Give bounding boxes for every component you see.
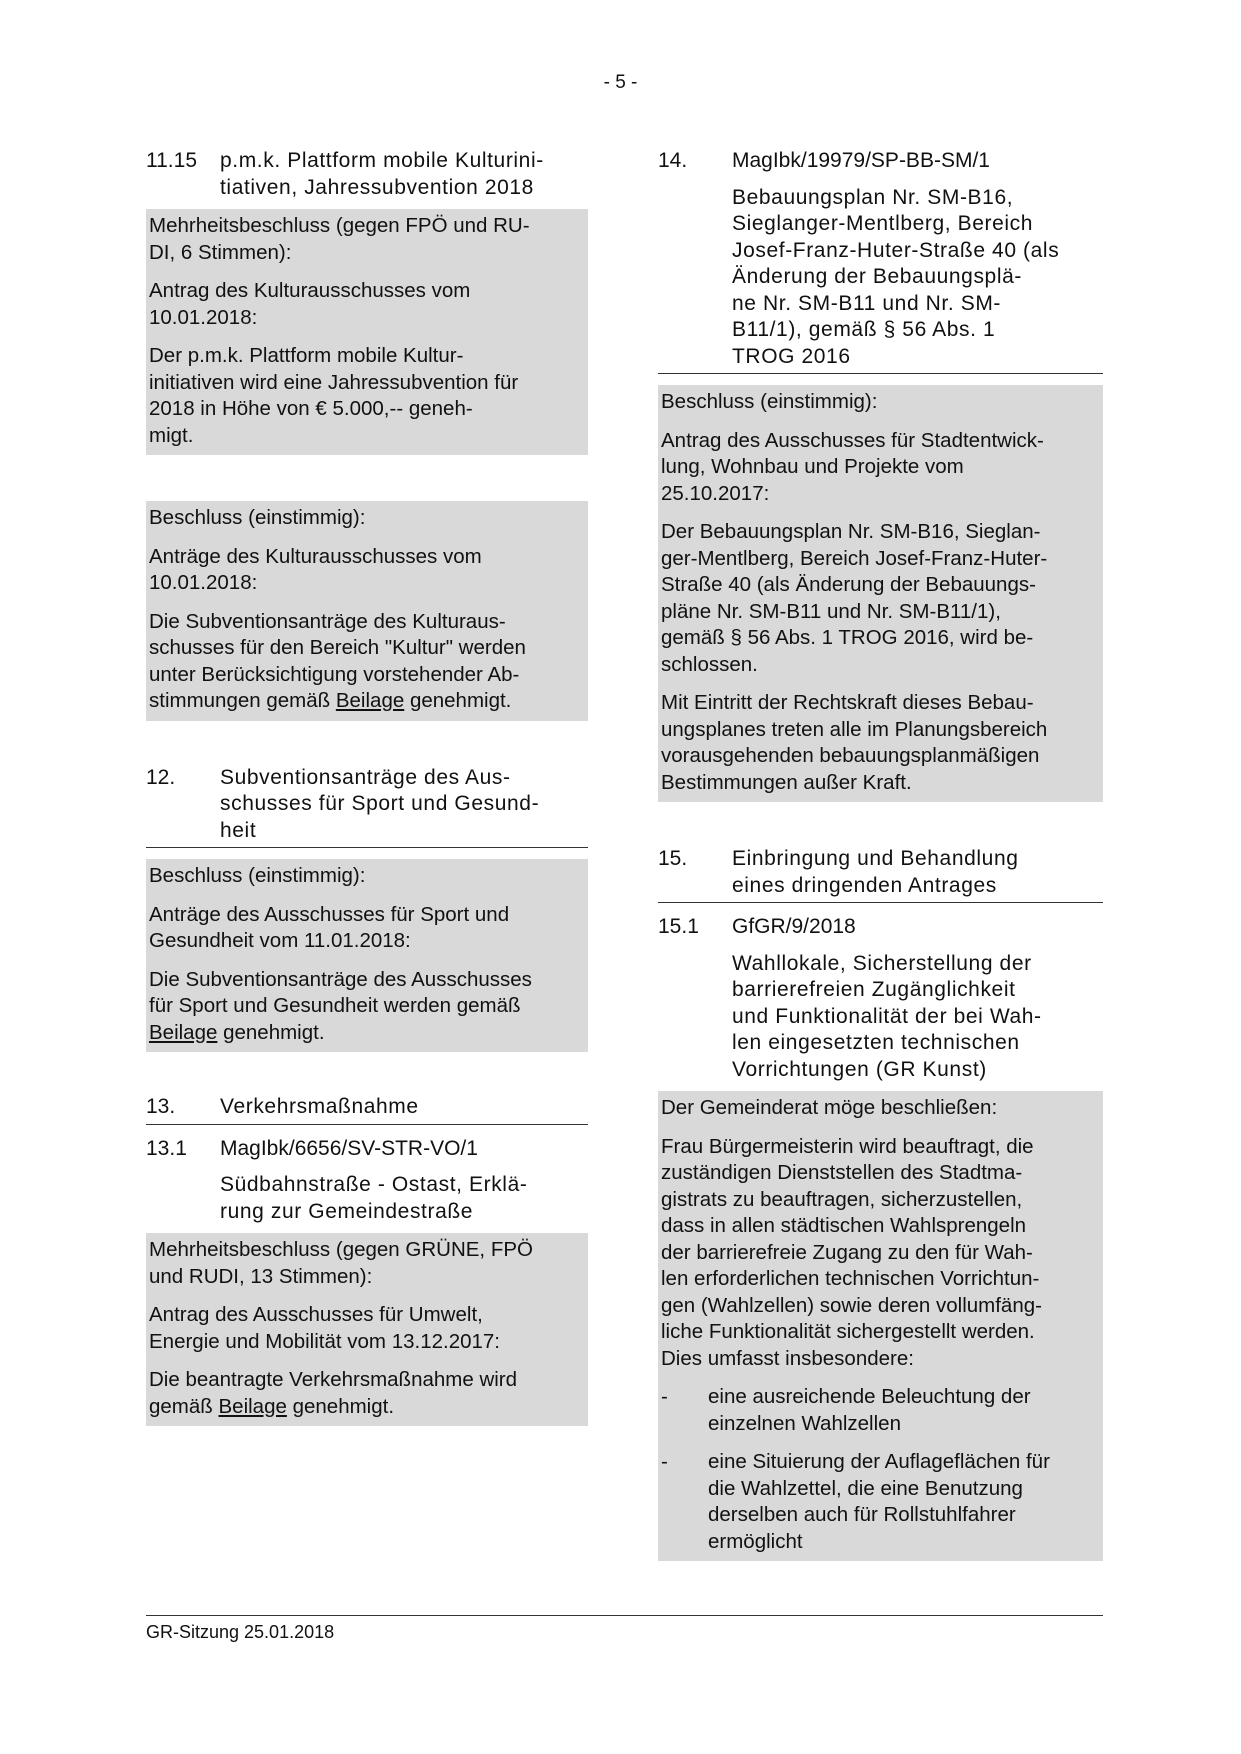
resolution-text: Die beantragte Verkehrsmaßnahme wird gemäß Beilage genehmigt. bbox=[149, 1368, 518, 1418]
resolution-text: Die Subventionsanträge des Ausschusses für Sport und Gesundheit werden gemäß Beilage genehmigt. bbox=[149, 967, 532, 1044]
resolution-box bbox=[658, 385, 1103, 802]
item-number: 13. bbox=[146, 1095, 176, 1118]
resolution-text: Die Subventionsanträge des Kulturaus- schusses für den Bereich "Kultur" werden unter Berücksichtigung vorstehender Ab- stimmungen gemäß Beilage genehmigt. bbox=[149, 609, 526, 712]
resolution-box bbox=[146, 859, 588, 1052]
item-12-heading bbox=[146, 765, 588, 849]
item-title: Subventionsanträge des Aus- schusses für Sport und Gesund- heit bbox=[220, 765, 540, 842]
item-code: GfGR/9/2018 bbox=[732, 915, 856, 938]
page-number: - 5 - bbox=[603, 72, 638, 93]
motion-source: Antrag des Ausschusses für Umwelt, Energie und Mobilität vom 13.12.2017: bbox=[149, 1303, 501, 1353]
item-15-heading bbox=[658, 846, 1103, 903]
item-number: 13.1 bbox=[146, 1136, 187, 1160]
item-11-15-heading bbox=[146, 148, 588, 201]
dash-bullet: - bbox=[661, 1385, 668, 1408]
item-number: 11.15 bbox=[146, 149, 197, 172]
resolution-text: Der p.m.k. Plattform mobile Kultur- initiativen wird eine Jahressubvention für 2018 in Höhe von € 5.000,-- geneh- migt. bbox=[149, 344, 519, 447]
list-item: - eine ausreichende Beleuchtung der einzelnen Wahlzellen bbox=[661, 1384, 1100, 1437]
resolution-type: Mehrheitsbeschluss (gegen GRÜNE, FPÖ und RUDI, 13 Stimmen): bbox=[149, 1238, 533, 1288]
item-number: 12. bbox=[146, 765, 176, 789]
item-15-1-heading bbox=[658, 914, 1103, 941]
item-title: Verkehrsmaßnahme bbox=[220, 1095, 419, 1118]
item-subtitle: Wahllokale, Sicherstellung der barrierefreien Zugänglichkeit und Funktionalität der bei Wah- len eingesetzten technischen Vorrichtungen (GR Kunst) bbox=[732, 951, 1042, 1081]
dash-bullet: - bbox=[661, 1450, 668, 1473]
resolution-type: Beschluss (einstimmig): bbox=[149, 506, 366, 529]
item-14-heading bbox=[658, 148, 1103, 175]
item-number: 15.1 bbox=[658, 915, 699, 938]
resolution-text-2: Mit Eintritt der Rechtskraft dieses Bebau- ungsplanes treten alle im Planungsbereich vorausgehenden bebauungsplanmäßigen Bestimmungen außer Kraft. bbox=[661, 691, 1048, 794]
item-13-1-heading bbox=[146, 1136, 588, 1163]
item-code: MagIbk/19979/SP-BB-SM/1 bbox=[732, 149, 990, 172]
left-column bbox=[146, 148, 588, 1426]
item-title: Einbringung und Behandlung eines dringenden Antrages bbox=[732, 847, 1019, 897]
item-13-heading bbox=[146, 1094, 588, 1125]
motion-source: Anträge des Kulturausschusses vom 10.01.2018: bbox=[149, 544, 482, 594]
resolution-type: Beschluss (einstimmig): bbox=[661, 390, 878, 413]
item-code: MagIbk/6656/SV-STR-VO/1 bbox=[220, 1136, 478, 1160]
resolution-type: Mehrheitsbeschluss (gegen FPÖ und RU- DI, 6 Stimmen): bbox=[149, 214, 530, 264]
resolution-box bbox=[146, 209, 588, 455]
motion-source: Antrag des Ausschusses für Stadtentwick- lung, Wohnbau und Projekte vom 25.10.2017: bbox=[661, 428, 1044, 505]
motion-source: Anträge des Ausschusses für Sport und Gesundheit vom 11.01.2018: bbox=[149, 902, 510, 952]
beilage-link[interactable]: Beilage bbox=[335, 689, 405, 712]
resolution-box bbox=[146, 501, 588, 721]
item-subtitle: Südbahnstraße - Ostast, Erklä- rung zur Gemeindestraße bbox=[220, 1173, 528, 1223]
resolution-box bbox=[658, 1091, 1103, 1561]
resolution-text: Frau Bürgermeisterin wird beauftragt, die zuständigen Dienststellen des Stadtma- gistrats zu beauftragen, sicherzustellen, dass in allen städtischen Wahlsprengeln der barrierefreie Zugang zu den für Wah- len erforderlichen technischen Vorrichtun- gen (Wahlzellen) sowie deren vollumfäng- liche Funktionalität sichergestellt werden. Dies umfasst insbesondere: bbox=[661, 1134, 1042, 1370]
resolution-text: Der Bebauungsplan Nr. SM-B16, Sieglan- ger-Mentlberg, Bereich Josef-Franz-Huter- Straße 40 (als Änderung der Bebauungs- pläne Nr. SM-B11 und Nr. SM-B11/1), gemäß § 56 Abs. 1 TROG 2016, wird be- schlossen. bbox=[661, 520, 1048, 676]
list-item: - eine Situierung der Auflageflächen für die Wahlzettel, die eine Benutzung derselben auch für Rollstuhlfahrer ermöglicht bbox=[661, 1449, 1100, 1555]
page-footer: GR-Sitzung 25.01.2018 bbox=[146, 1615, 1103, 1643]
beilage-link[interactable]: Beilage bbox=[149, 1020, 218, 1044]
motion-source: Antrag des Kulturausschusses vom 10.01.2018: bbox=[149, 279, 471, 329]
resolution-type: Der Gemeinderat möge beschließen: bbox=[661, 1096, 998, 1119]
resolution-box bbox=[146, 1233, 588, 1426]
item-number: 14. bbox=[658, 149, 688, 172]
beilage-link[interactable]: Beilage bbox=[218, 1394, 287, 1418]
item-subtitle: Bebauungsplan Nr. SM-B16, Sieglanger-Mentlberg, Bereich Josef-Franz-Huter-Straße 40 (als Änderung der Bebauungsplä- ne Nr. SM-B11 und Nr. SM- B11/1), gemäß § 56 Abs. 1 TROG 2016 bbox=[658, 185, 1103, 375]
resolution-type: Beschluss (einstimmig): bbox=[149, 864, 366, 887]
item-title: p.m.k. Plattform mobile Kulturini- tiativen, Jahressubvention 2018 bbox=[220, 149, 544, 199]
item-number: 15. bbox=[658, 847, 688, 870]
right-column bbox=[658, 148, 1103, 1561]
